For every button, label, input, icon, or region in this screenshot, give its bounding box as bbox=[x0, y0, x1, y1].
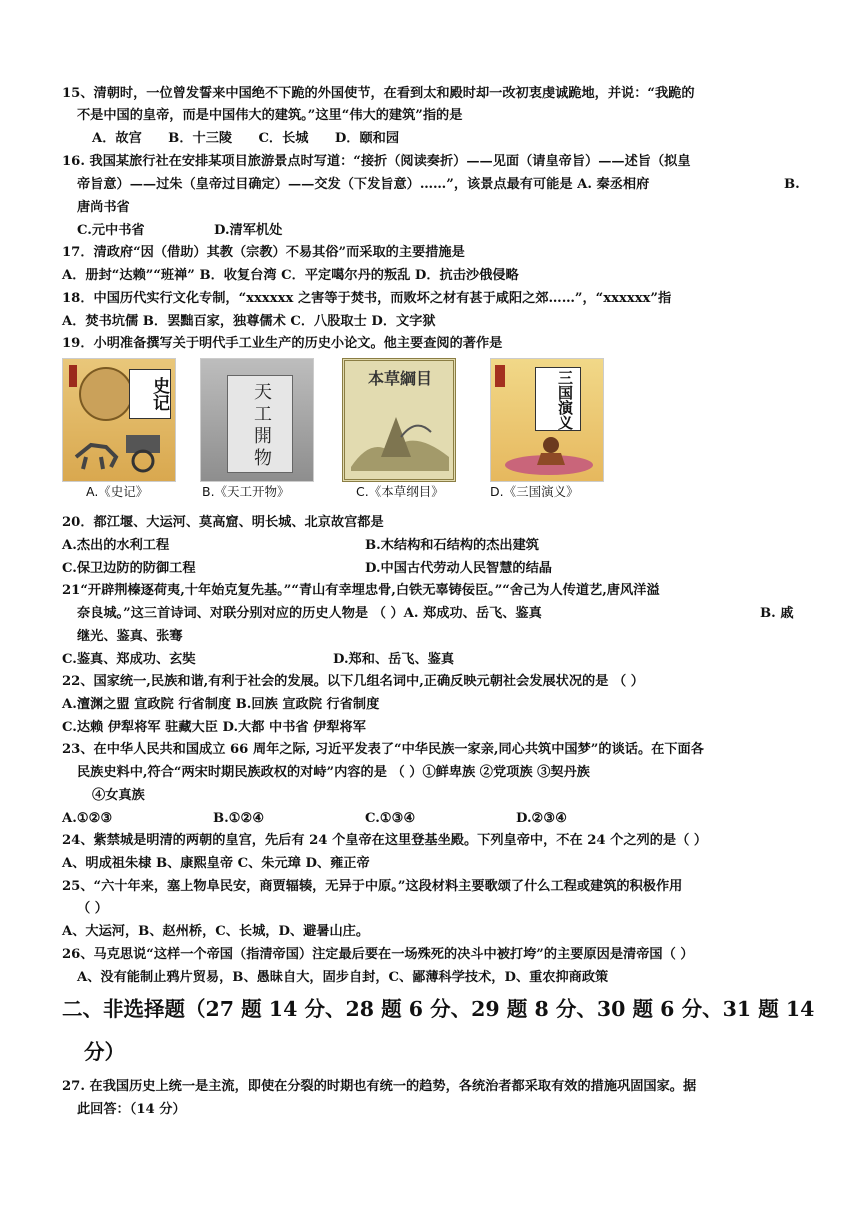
q16-option-c: C.元中书省 bbox=[77, 223, 145, 238]
q16-option-b-prefix: B. bbox=[784, 177, 800, 192]
q22-line2: A.澶渊之盟 宣政院 行省制度 B.回族 宣政院 行省制度 bbox=[62, 697, 380, 712]
q23-option-c: C.①③④ bbox=[365, 811, 416, 826]
seal-icon bbox=[69, 365, 77, 387]
q20-option-a: A.杰出的水利工程 bbox=[62, 538, 170, 553]
q21-option-b-prefix: B. 戚 bbox=[760, 606, 794, 621]
q23-line2: 民族史料中,符合“两宋时期民族政权的对峙”内容的是 （ ）①鲜卑族 ②党项族 ③契丹族 bbox=[77, 765, 590, 780]
warrior-cloud-icon bbox=[501, 431, 597, 477]
q19-line1: 19．小明准备撰写关于明代手工业生产的历史小论文。他主要查阅的著作是 bbox=[62, 336, 503, 351]
book-caption-a: A.《史记》 bbox=[86, 484, 149, 499]
q21-line2: 奈良城。”这三首诗词、对联分别对应的历史人物是 （ ）A. 郑成功、岳飞、鉴真 bbox=[77, 606, 542, 621]
q26-options: A、没有能制止鸦片贸易，B、愚昧自大，固步自封，C、鄙薄科学技术，D、重农抑商政策 bbox=[77, 970, 609, 985]
q25-options: A、大运河，B、赵州桥，C、长城，D、避暑山庄。 bbox=[62, 924, 370, 939]
q16-line3: 唐尚书省 bbox=[77, 200, 130, 215]
book-cover-bencao bbox=[342, 358, 456, 482]
q17-line1: 17．清政府“因（借助）其教（宗教）不易其俗”而采取的主要措施是 bbox=[62, 245, 465, 260]
section-2-title: 二、非选择题（27 题 14 分、28 题 6 分、29 题 8 分、30 题 6 分、31 题 14 bbox=[62, 997, 815, 1021]
title-box bbox=[535, 367, 581, 431]
q21-line1: 21“开辟荆榛逐荷夷,十年始克复先基。”“青山有幸埋忠骨,白铁无辜铸佞臣。”“舍己为人传道艺,唐风洋溢 bbox=[62, 583, 660, 598]
q23-option-a: A.①②③ bbox=[62, 811, 113, 826]
q22-line3: C.达赖 伊犁将军 驻藏大臣 D.大都 中书省 伊犁将军 bbox=[62, 720, 366, 735]
title-slip bbox=[227, 375, 293, 473]
q22-line1: 22、国家统一,民族和谐,有利于社会的发展。以下几组名词中,正确反映元朝社会发展状况的是 （ ） bbox=[62, 674, 644, 689]
q25-line2: （ ） bbox=[77, 901, 108, 916]
book-title-label-a: 史记 bbox=[129, 369, 171, 419]
q16-line2: 帝旨意）——过朱（皇帝过目确定）——交发（下发旨意）……”，该景点最有可能是 A. 秦丞相府 bbox=[77, 177, 650, 192]
q23-option-d: D.②③④ bbox=[516, 811, 568, 826]
q20-option-b: B.木结构和石结构的杰出建筑 bbox=[365, 538, 539, 553]
q18-line1: 18．中国历代实行文化专制，“xxxxxx 之害等于焚书，而败坏之材有甚于咸阳之郊……”，“xxxxxx”指 bbox=[62, 291, 672, 306]
book-title-label-d: 三国演义 bbox=[556, 370, 574, 430]
q15-options: A．故宫 B．十三陵 C．长城 D．颐和园 bbox=[92, 131, 400, 146]
q25-line1: 25、“六十年来，塞上物阜民安，商贾辐辏，无异于中原。”这段材料主要歌颂了什么工程或建筑的积极作用 bbox=[62, 879, 683, 894]
q15-line2: 不是中国的皇帝，而是中国伟大的建筑。”这里“伟大的建筑”指的是 bbox=[77, 108, 463, 123]
q21-option-c: C.鉴真、郑成功、玄奘 bbox=[62, 652, 196, 667]
q23-line1: 23、在中华人民共和国成立 66 周年之际, 习近平发表了“中华民族一家亲,同心共筑中国梦”的谈话。在下面各 bbox=[62, 742, 704, 757]
book-caption-b: B.《天工开物》 bbox=[202, 484, 290, 499]
q21-option-d: D.郑和、岳飞、鉴真 bbox=[333, 652, 455, 667]
seal-icon bbox=[495, 365, 505, 387]
q16-line1: 16. 我国某旅行社在安排某项目旅游景点时写道：“接折（阅读奏折）——见面（请皇帝旨）——述旨（拟皇 bbox=[62, 154, 691, 169]
q18-options: A．焚书坑儒 B．罢黜百家，独尊儒术 C．八股取士 D．文字狱 bbox=[62, 314, 436, 329]
q23-line3: ④女真族 bbox=[92, 788, 145, 803]
book-caption-c: C.《本草纲目》 bbox=[356, 484, 444, 499]
q21-line3: 继光、鉴真、张骞 bbox=[77, 629, 183, 644]
bronze-medallion-icon bbox=[79, 367, 133, 421]
book-cover-sanguo bbox=[490, 358, 604, 482]
q27-line2: 此回答：（14 分） bbox=[77, 1102, 186, 1117]
q20-option-d: D.中国古代劳动人民智慧的结晶 bbox=[365, 561, 552, 576]
q26-line1: 26、马克思说“这样一个帝国（指清帝国）注定最后要在一场殊死的决斗中被打垮”的主要原因是清帝国（ ） bbox=[62, 947, 694, 962]
chariot-icon bbox=[71, 427, 171, 473]
q23-option-b: B.①②④ bbox=[213, 811, 265, 826]
q24-options: A、明成祖朱棣 B、康熙皇帝 C、朱元璋 D、雍正帝 bbox=[62, 856, 370, 871]
q16-option-d: D.清军机处 bbox=[214, 223, 283, 238]
section-2-title-cont: 分） bbox=[84, 1040, 125, 1064]
q17-options: A．册封“达赖”“班禅” B．收复台湾 C．平定噶尔丹的叛乱 D．抗击沙俄侵略 bbox=[62, 268, 519, 283]
book-cover-shiji bbox=[62, 358, 176, 482]
book-options bbox=[60, 358, 620, 504]
q15-line1: 15、清朝时，一位曾发誓来中国绝不下跪的外国使节，在看到太和殿时却一改初衷虔诚跪地，并说：“我跪的 bbox=[62, 86, 695, 101]
q27-line1: 27. 在我国历史上统一是主流，即使在分裂的时期也有统一的趋势，各统治者都采取有效的措施巩固国家。据 bbox=[62, 1079, 697, 1094]
book-cover-tiangong bbox=[200, 358, 314, 482]
q20-line1: 20．都江堰、大运河、莫高窟、明长城、北京故宫都是 bbox=[62, 515, 384, 530]
book-title-label-c: 本草綱目 bbox=[367, 369, 432, 388]
herb-landscape-icon bbox=[351, 397, 449, 471]
book-title-label-b: 天工開物 bbox=[251, 382, 272, 470]
q24-line1: 24、紫禁城是明清的两朝的皇宫，先后有 24 个皇帝在这里登基坐殿。下列皇帝中，不在 24 个之列的是（ ） bbox=[62, 833, 708, 848]
book-caption-d: D.《三国演义》 bbox=[490, 484, 579, 499]
q20-option-c: C.保卫边防的防御工程 bbox=[62, 561, 196, 576]
